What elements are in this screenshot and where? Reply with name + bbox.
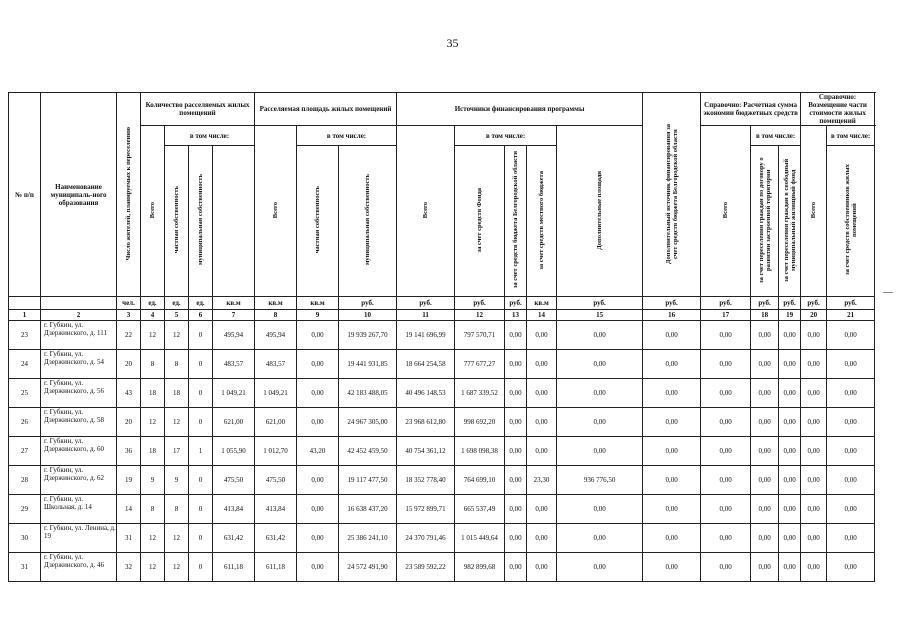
- row-value: 20: [117, 350, 141, 379]
- column-number-cell: 11: [397, 310, 455, 321]
- row-value: 413,84: [213, 495, 255, 524]
- column-number-cell: 4: [141, 310, 165, 321]
- row-value: 1 049,21: [255, 379, 297, 408]
- row-value: 0,00: [751, 553, 779, 582]
- row-value: 665 537,49: [455, 495, 505, 524]
- row-value: 1 687 339,52: [455, 379, 505, 408]
- row-value: 0,00: [505, 495, 527, 524]
- row-value: 12: [141, 524, 165, 553]
- row-value: 18: [141, 379, 165, 408]
- row-number: 25: [9, 379, 41, 408]
- unit-cell: руб.: [505, 297, 527, 310]
- row-address: г. Губкин, ул. Дзержинского, д. 62: [41, 466, 117, 495]
- row-value: 23,30: [527, 466, 557, 495]
- header-group-compensation: Справочно: Возмещение части стоимости жилых помещений: [801, 93, 875, 126]
- row-value: 0: [189, 379, 213, 408]
- row-value: 0,00: [827, 495, 875, 524]
- row-value: 15 972 899,71: [397, 495, 455, 524]
- row-value: 8: [165, 350, 189, 379]
- row-value: 0,00: [827, 466, 875, 495]
- column-number-cell: 1: [9, 310, 41, 321]
- row-value: 0,00: [557, 321, 643, 350]
- row-address: г. Губкин, ул. Дзержинского, д. 58: [41, 408, 117, 437]
- row-value: 0,00: [527, 495, 557, 524]
- row-value: 0,00: [297, 408, 339, 437]
- row-value: 0,00: [701, 437, 751, 466]
- unit-cell: руб.: [557, 297, 643, 310]
- row-value: 23 968 612,80: [397, 408, 455, 437]
- header-residents: Число жителей, планируемых к переселению: [117, 93, 141, 297]
- row-value: 1 049,21: [213, 379, 255, 408]
- header-economy-including: в том числе:: [751, 126, 801, 146]
- row-number: 27: [9, 437, 41, 466]
- row-number: 23: [9, 321, 41, 350]
- unit-cell: кв.м: [255, 297, 297, 310]
- header-compensation-including: в том числе:: [827, 126, 875, 146]
- row-value: 0,00: [801, 553, 827, 582]
- row-value: 0,00: [505, 437, 527, 466]
- header-quantity-extra: [213, 146, 255, 297]
- row-value: 12: [165, 408, 189, 437]
- header-group-quantity: Количество расселяемых жилых помещений: [141, 93, 255, 126]
- row-value: 611,18: [213, 553, 255, 582]
- row-value: 0,00: [643, 379, 701, 408]
- row-value: 25 386 241,10: [339, 524, 397, 553]
- row-value: 495,94: [255, 321, 297, 350]
- row-value: 0,00: [751, 524, 779, 553]
- row-value: 0,00: [751, 408, 779, 437]
- header-area-private: частная собственность: [297, 146, 339, 297]
- row-value: 0,00: [557, 379, 643, 408]
- row-value: 20: [117, 408, 141, 437]
- row-value: 0,00: [557, 553, 643, 582]
- header-additional-area: Дополнительные площади: [557, 126, 643, 297]
- row-address: г. Губкин, ул. Школьная, д. 14: [41, 495, 117, 524]
- row-number: 28: [9, 466, 41, 495]
- row-address: г. Губкин, ул. Дзержинского, д. 60: [41, 437, 117, 466]
- table-row: [9, 408, 875, 437]
- unit-cell: кв.м: [213, 297, 255, 310]
- row-value: 475,50: [255, 466, 297, 495]
- row-value: 9: [165, 466, 189, 495]
- row-value: 0,00: [801, 524, 827, 553]
- row-value: 0: [189, 321, 213, 350]
- table-row: [9, 495, 875, 524]
- row-value: 0,00: [297, 553, 339, 582]
- header-economy-total: Всего: [701, 126, 751, 297]
- row-value: 1 012,70: [255, 437, 297, 466]
- header-municipality: Наименование муниципаль-ного образования: [41, 93, 117, 297]
- column-number-cell: 5: [165, 310, 189, 321]
- row-address: г. Губкин, ул. Ленина, д. 19: [41, 524, 117, 553]
- row-value: 0,00: [779, 379, 801, 408]
- row-value: 0,00: [643, 553, 701, 582]
- table-row: [9, 321, 875, 350]
- row-value: 19: [117, 466, 141, 495]
- row-value: 17: [165, 437, 189, 466]
- unit-cell: руб.: [801, 297, 827, 310]
- header-owners-funds: за счет средств собственников жилых помещений: [827, 146, 875, 297]
- header-compensation-total: Всего: [801, 126, 827, 297]
- table-row: [9, 350, 875, 379]
- row-value: 14: [117, 495, 141, 524]
- row-value: 0,00: [801, 466, 827, 495]
- unit-cell: руб.: [455, 297, 505, 310]
- row-value: 413,84: [255, 495, 297, 524]
- column-number-cell: 19: [779, 310, 801, 321]
- header-fund: за счет средств Фонда: [455, 146, 505, 297]
- resettlement-table: [8, 92, 875, 582]
- row-value: 12: [141, 408, 165, 437]
- row-value: 0,00: [827, 553, 875, 582]
- row-value: 777 677,27: [455, 350, 505, 379]
- header-area-including: в том числе:: [297, 126, 397, 146]
- column-number-cell: 6: [189, 310, 213, 321]
- row-value: 0,00: [297, 466, 339, 495]
- row-value: 19 939 267,70: [339, 321, 397, 350]
- row-value: 0,00: [701, 495, 751, 524]
- row-value: 0,00: [643, 321, 701, 350]
- row-value: 0,00: [779, 437, 801, 466]
- row-value: 12: [165, 524, 189, 553]
- row-value: 42 183 488,05: [339, 379, 397, 408]
- table-row: [9, 437, 875, 466]
- row-value: 0,00: [527, 408, 557, 437]
- table-row: [9, 524, 875, 553]
- unit-cell: кв.м: [527, 297, 557, 310]
- row-value: 764 699,10: [455, 466, 505, 495]
- row-value: 982 899,68: [455, 553, 505, 582]
- row-value: 0,00: [779, 553, 801, 582]
- row-value: 0,00: [557, 350, 643, 379]
- column-number-cell: 14: [527, 310, 557, 321]
- row-value: 0: [189, 553, 213, 582]
- column-number-cell: 8: [255, 310, 297, 321]
- row-value: 12: [141, 321, 165, 350]
- column-numbers-row: [9, 310, 875, 321]
- unit-cell: ед.: [141, 297, 165, 310]
- row-value: 0,00: [527, 350, 557, 379]
- row-value: 8: [165, 495, 189, 524]
- row-value: 0,00: [779, 350, 801, 379]
- units-row: [9, 297, 875, 310]
- header-number: № п/п: [9, 93, 41, 297]
- header-quantity-including: в том числе:: [165, 126, 255, 146]
- row-value: 31: [117, 524, 141, 553]
- header-sources-total: Всего: [397, 126, 455, 297]
- row-value: 18 664 254,58: [397, 350, 455, 379]
- row-value: 0,00: [527, 379, 557, 408]
- row-value: 12: [141, 553, 165, 582]
- row-value: 0,00: [643, 437, 701, 466]
- row-value: 0,00: [751, 495, 779, 524]
- row-value: 0,00: [779, 466, 801, 495]
- row-value: 0,00: [297, 350, 339, 379]
- row-value: 0,00: [751, 466, 779, 495]
- row-value: 797 570,71: [455, 321, 505, 350]
- column-number-cell: 20: [801, 310, 827, 321]
- row-value: 495,94: [213, 321, 255, 350]
- row-value: 0,00: [643, 495, 701, 524]
- unit-cell: ед.: [189, 297, 213, 310]
- column-number-cell: 3: [117, 310, 141, 321]
- row-value: 24 967 305,00: [339, 408, 397, 437]
- row-value: 0,00: [779, 495, 801, 524]
- row-value: 40 754 361,12: [397, 437, 455, 466]
- row-number: 26: [9, 408, 41, 437]
- row-value: 0,00: [505, 524, 527, 553]
- edge-mark: [883, 292, 893, 293]
- row-value: 24 370 791,46: [397, 524, 455, 553]
- row-value: 0,00: [643, 350, 701, 379]
- row-value: 0: [189, 466, 213, 495]
- row-value: 621,00: [213, 408, 255, 437]
- row-value: 483,57: [255, 350, 297, 379]
- row-value: 631,42: [255, 524, 297, 553]
- row-value: 0,00: [779, 408, 801, 437]
- row-value: 0,00: [827, 350, 875, 379]
- row-value: 0,00: [527, 524, 557, 553]
- unit-cell-empty: [41, 297, 117, 310]
- column-number-cell: 16: [643, 310, 701, 321]
- header-local-budget: за счет средств местного бюджета: [527, 146, 557, 297]
- row-value: 0,00: [527, 321, 557, 350]
- row-value: 0: [189, 524, 213, 553]
- row-value: 0,00: [801, 495, 827, 524]
- row-address: г. Губкин, ул. Дзержинского, д. 111: [41, 321, 117, 350]
- column-number-cell: 7: [213, 310, 255, 321]
- row-value: 18: [141, 437, 165, 466]
- row-value: 0,00: [827, 379, 875, 408]
- header-group-area: Расселяемая площадь жилых помещений: [255, 93, 397, 126]
- unit-cell: руб.: [779, 297, 801, 310]
- row-value: 475,50: [213, 466, 255, 495]
- row-value: 12: [165, 321, 189, 350]
- row-number: 29: [9, 495, 41, 524]
- row-value: 43,20: [297, 437, 339, 466]
- header-resettle-free-fund: за счет переселения граждан в свободный муниципальный жилищный фонд: [779, 146, 801, 297]
- row-value: 0,00: [751, 350, 779, 379]
- row-value: 8: [141, 350, 165, 379]
- row-value: 0,00: [701, 321, 751, 350]
- row-value: 0,00: [297, 321, 339, 350]
- row-value: 631,42: [213, 524, 255, 553]
- row-value: 18 352 778,40: [397, 466, 455, 495]
- row-value: 0,00: [557, 524, 643, 553]
- unit-cell-empty: [9, 297, 41, 310]
- row-value: 32: [117, 553, 141, 582]
- row-value: 0,00: [751, 379, 779, 408]
- row-number: 31: [9, 553, 41, 582]
- row-value: 23 589 592,22: [397, 553, 455, 582]
- row-value: 0,00: [505, 379, 527, 408]
- row-value: 0,00: [827, 524, 875, 553]
- row-value: 0,00: [643, 408, 701, 437]
- unit-cell: кв.м: [297, 297, 339, 310]
- row-value: 0,00: [801, 437, 827, 466]
- row-value: 0,00: [779, 321, 801, 350]
- row-value: 0,00: [643, 466, 701, 495]
- row-value: 0,00: [751, 437, 779, 466]
- column-number-cell: 13: [505, 310, 527, 321]
- table-row: [9, 466, 875, 495]
- table-row: [9, 379, 875, 408]
- row-value: 12: [165, 553, 189, 582]
- row-value: 0,00: [801, 379, 827, 408]
- column-number-cell: 18: [751, 310, 779, 321]
- row-value: 19 141 696,99: [397, 321, 455, 350]
- row-value: 0,00: [701, 408, 751, 437]
- unit-cell: ед.: [165, 297, 189, 310]
- row-value: 0,00: [643, 524, 701, 553]
- row-address: г. Губкин, ул. Дзержинского, д. 54: [41, 350, 117, 379]
- unit-cell: руб.: [397, 297, 455, 310]
- row-number: 24: [9, 350, 41, 379]
- row-value: 0,00: [505, 321, 527, 350]
- table-row: [9, 553, 875, 582]
- row-value: 36: [117, 437, 141, 466]
- header-quantity-municipal: муниципальная собственность: [189, 146, 213, 297]
- row-value: 0: [189, 408, 213, 437]
- row-value: 1 015 449,64: [455, 524, 505, 553]
- unit-cell: руб.: [701, 297, 751, 310]
- row-value: 0,00: [527, 553, 557, 582]
- column-number-cell: 17: [701, 310, 751, 321]
- column-number-cell: 15: [557, 310, 643, 321]
- row-value: 0,00: [801, 350, 827, 379]
- row-value: 0,00: [505, 350, 527, 379]
- column-number-cell: 2: [41, 310, 117, 321]
- unit-cell: руб.: [339, 297, 397, 310]
- row-value: 9: [141, 466, 165, 495]
- header-group-economy: Справочно: Расчетная сумма экономии бюджетных средств: [701, 93, 801, 126]
- row-address: г. Губкин, ул. Дзержинского, д. 56: [41, 379, 117, 408]
- header-sources-including: в том числе:: [455, 126, 557, 146]
- row-number: 30: [9, 524, 41, 553]
- row-value: 24 572 491,90: [339, 553, 397, 582]
- column-number-cell: 12: [455, 310, 505, 321]
- row-value: 19 117 477,50: [339, 466, 397, 495]
- row-value: 0,00: [701, 553, 751, 582]
- row-value: 22: [117, 321, 141, 350]
- row-value: 0,00: [779, 524, 801, 553]
- row-value: 19 441 931,85: [339, 350, 397, 379]
- header-quantity-private: частная собственность: [165, 146, 189, 297]
- row-value: 483,57: [213, 350, 255, 379]
- row-value: 0: [189, 350, 213, 379]
- row-value: 16 638 437,20: [339, 495, 397, 524]
- row-value: 18: [165, 379, 189, 408]
- row-value: 0,00: [527, 437, 557, 466]
- row-value: 0: [189, 495, 213, 524]
- row-value: 0,00: [701, 466, 751, 495]
- row-address: г. Губкин, ул. Дзержинского, д. 46: [41, 553, 117, 582]
- row-value: 0,00: [801, 321, 827, 350]
- header-quantity-total: Всего: [141, 126, 165, 297]
- row-value: 43: [117, 379, 141, 408]
- header-regional-budget: за счет средств бюджета Белгородской области: [505, 146, 527, 297]
- unit-cell: чел.: [117, 297, 141, 310]
- row-value: 0,00: [801, 408, 827, 437]
- header-group-sources: Источники финансирования программы: [397, 93, 643, 126]
- row-value: 621,00: [255, 408, 297, 437]
- header-resettle-contract: за счет переселения граждан по договору о развитии застроенной территории: [751, 146, 779, 297]
- header-area-total: Всего: [255, 126, 297, 297]
- row-value: 0,00: [557, 437, 643, 466]
- row-value: 0,00: [505, 466, 527, 495]
- row-value: 0,00: [297, 524, 339, 553]
- row-value: 1 698 098,38: [455, 437, 505, 466]
- row-value: 0,00: [827, 408, 875, 437]
- row-value: 0,00: [827, 437, 875, 466]
- column-number-cell: 21: [827, 310, 875, 321]
- page-number: 35: [446, 36, 459, 50]
- row-value: 1: [189, 437, 213, 466]
- row-value: 0,00: [751, 321, 779, 350]
- column-number-cell: 10: [339, 310, 397, 321]
- row-value: 998 692,20: [455, 408, 505, 437]
- row-value: 0,00: [505, 553, 527, 582]
- header-additional-source: Дополнительный источник финансирования за счет средств бюджета Белгородской области: [643, 93, 701, 297]
- column-number-cell: 9: [297, 310, 339, 321]
- unit-cell: руб.: [643, 297, 701, 310]
- row-value: 42 452 459,50: [339, 437, 397, 466]
- row-value: 0,00: [557, 495, 643, 524]
- row-value: 8: [141, 495, 165, 524]
- row-value: 0,00: [505, 408, 527, 437]
- row-value: 40 496 148,53: [397, 379, 455, 408]
- row-value: 936 776,50: [557, 466, 643, 495]
- row-value: 0,00: [557, 408, 643, 437]
- row-value: 0,00: [297, 379, 339, 408]
- row-value: 611,18: [255, 553, 297, 582]
- row-value: 0,00: [701, 350, 751, 379]
- header-area-municipal: муниципальная собственность: [339, 146, 397, 297]
- unit-cell: руб.: [751, 297, 779, 310]
- row-value: 0,00: [297, 495, 339, 524]
- row-value: 0,00: [701, 524, 751, 553]
- row-value: 0,00: [701, 379, 751, 408]
- row-value: 0,00: [827, 321, 875, 350]
- row-value: 1 055,90: [213, 437, 255, 466]
- unit-cell: руб.: [827, 297, 875, 310]
